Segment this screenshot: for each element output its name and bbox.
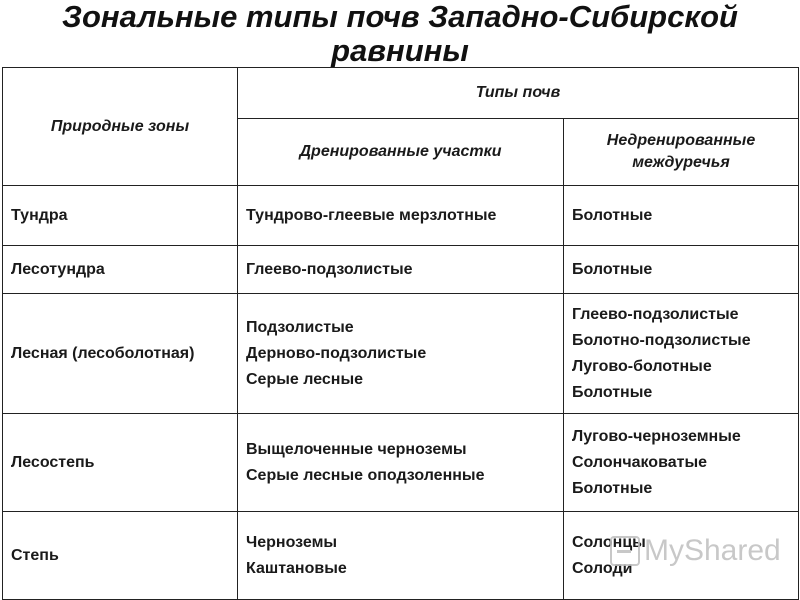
soil-item: Выщелоченные черноземы	[246, 440, 467, 458]
soil-item: Солонцы	[572, 533, 646, 551]
soil-item: Болотные	[572, 260, 653, 278]
title-line-1: Зональные типы почв Западно-Сибирской	[62, 0, 738, 34]
soil-item: Каштановые	[246, 559, 347, 577]
soil-item: Серые лесные оподзоленные	[246, 466, 485, 484]
soil-item: Серые лесные	[246, 370, 363, 388]
soil-item: Солоди	[572, 559, 633, 577]
drained-cell	[238, 414, 564, 512]
table-row	[3, 186, 799, 246]
soil-item: Глеево-подзолистые	[572, 305, 739, 323]
undrained-cell	[564, 186, 799, 246]
soil-item: Лугово-черноземные	[572, 427, 741, 445]
watermark-text: MyShared	[644, 534, 781, 567]
header-natural-zones: Природные зоны	[3, 68, 238, 186]
zone-cell: Степь	[3, 512, 238, 600]
header-drained: Дренированные участки	[238, 119, 564, 186]
zone-cell: Лесная (лесоболотная)	[3, 294, 238, 414]
soil-item: Болотно-подзолистые	[572, 331, 751, 349]
soil-types-table	[2, 67, 799, 600]
soil-item: Дерново-подзолистые	[246, 344, 427, 362]
undrained-cell	[564, 294, 799, 414]
zone-cell: Лесостепь	[3, 414, 238, 512]
soil-item: Глеево-подзолистые	[246, 260, 413, 278]
soil-item: Болотные	[572, 383, 653, 401]
table-row	[3, 414, 799, 512]
undrained-cell	[564, 246, 799, 294]
undrained-cell	[564, 414, 799, 512]
zone-cell: Тундра	[3, 186, 238, 246]
title-line-2: равнины	[331, 33, 469, 68]
table-row	[3, 294, 799, 414]
soil-item: Тундрово-глеевые мерзлотные	[246, 206, 497, 224]
header-undrained: Недренированные междуречья	[564, 119, 799, 186]
table-row	[3, 246, 799, 294]
soil-item: Подзолистые	[246, 318, 354, 336]
soil-item: Солончаковатые	[572, 453, 707, 471]
soil-item: Болотные	[572, 479, 653, 497]
zone-cell: Лесотундра	[3, 246, 238, 294]
undrained-cell	[564, 512, 799, 600]
soil-item: Лугово-болотные	[572, 357, 712, 375]
table-row	[3, 512, 799, 600]
drained-cell	[238, 512, 564, 600]
drained-cell	[238, 186, 564, 246]
drained-cell	[238, 294, 564, 414]
page-title	[0, 0, 800, 68]
soil-item: Черноземы	[246, 533, 338, 551]
drained-cell	[238, 246, 564, 294]
soil-item: Болотные	[572, 206, 653, 224]
header-soil-types: Типы почв	[238, 68, 799, 119]
